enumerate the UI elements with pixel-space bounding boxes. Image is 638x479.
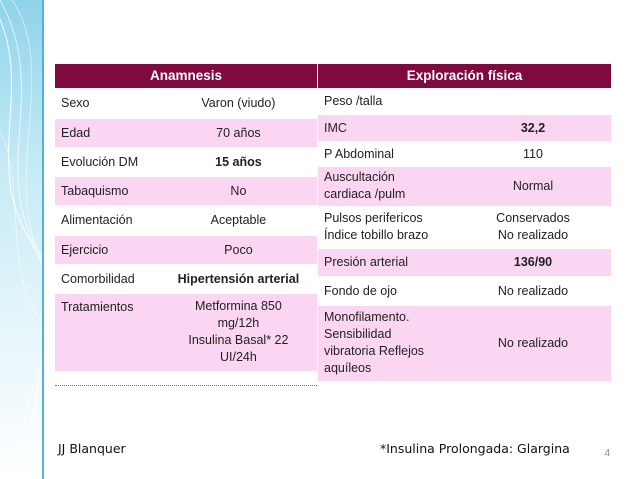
exploracion-table bbox=[318, 64, 611, 381]
row-label: Fondo de ojo bbox=[318, 276, 455, 305]
row-label: Evolución DM bbox=[55, 147, 160, 176]
row-value: 136/90 bbox=[455, 248, 611, 276]
anamnesis-header: Anamnesis bbox=[55, 64, 317, 88]
page-number: 4 bbox=[604, 448, 610, 459]
table-row bbox=[55, 88, 317, 118]
footer-author: JJ Blanquer bbox=[58, 441, 126, 456]
row-value: No realizado bbox=[455, 305, 611, 381]
decorative-left-band bbox=[0, 0, 42, 479]
table-row bbox=[318, 166, 611, 206]
row-value: Aceptable bbox=[160, 205, 317, 235]
table-row bbox=[55, 176, 317, 205]
row-value: Conservados No realizado bbox=[455, 206, 611, 248]
table-row bbox=[55, 264, 317, 293]
row-value: 110 bbox=[455, 141, 611, 166]
row-label: Comorbilidad bbox=[55, 264, 160, 293]
row-value: Varon (viudo) bbox=[160, 88, 317, 118]
row-value: Metformina 850 mg/12h Insulina Basal* 22 UI/24h bbox=[160, 293, 317, 371]
table-row bbox=[318, 88, 611, 114]
row-label: Peso /talla bbox=[318, 88, 455, 114]
row-label: Tratamientos bbox=[55, 293, 160, 371]
row-value: Poco bbox=[160, 235, 317, 264]
table-row bbox=[55, 118, 317, 147]
row-label: Sexo bbox=[55, 88, 160, 118]
row-value: 15 años bbox=[160, 147, 317, 176]
row-value: Hipertensión arterial bbox=[160, 264, 317, 293]
row-label: IMC bbox=[318, 114, 455, 141]
table-row bbox=[55, 293, 317, 371]
row-label: Edad bbox=[55, 118, 160, 147]
row-label: Auscultación cardiaca /pulm bbox=[318, 166, 455, 206]
row-value: Normal bbox=[455, 166, 611, 206]
table-row bbox=[318, 248, 611, 276]
left-divider-line bbox=[42, 0, 44, 479]
exploracion-header: Exploración física bbox=[318, 64, 611, 88]
row-label: Presión arterial bbox=[318, 248, 455, 276]
table-row bbox=[318, 206, 611, 248]
table-row bbox=[318, 276, 611, 305]
decorative-curves-icon bbox=[0, 0, 42, 479]
table-row bbox=[318, 141, 611, 166]
anamnesis-table bbox=[55, 64, 317, 371]
row-label: Alimentación bbox=[55, 205, 160, 235]
row-label: Ejercicio bbox=[55, 235, 160, 264]
row-label: Tabaquismo bbox=[55, 176, 160, 205]
table-row bbox=[318, 305, 611, 381]
row-label: Pulsos perifericos Índice tobillo brazo bbox=[318, 206, 455, 248]
row-value bbox=[455, 88, 611, 114]
table-row bbox=[55, 205, 317, 235]
row-label: P Abdominal bbox=[318, 141, 455, 166]
row-value: No realizado bbox=[455, 276, 611, 305]
footer-note: *Insulina Prolongada: Glargina bbox=[380, 441, 570, 456]
table-row bbox=[55, 235, 317, 264]
table-row bbox=[318, 114, 611, 141]
row-label: Monofilamento. Sensibilidad vibratoria Reflejos aquíleos bbox=[318, 305, 455, 381]
table-row bbox=[55, 147, 317, 176]
table-bottom-separator bbox=[55, 385, 317, 386]
row-value: 32,2 bbox=[455, 114, 611, 141]
row-value: No bbox=[160, 176, 317, 205]
row-value: 70 años bbox=[160, 118, 317, 147]
